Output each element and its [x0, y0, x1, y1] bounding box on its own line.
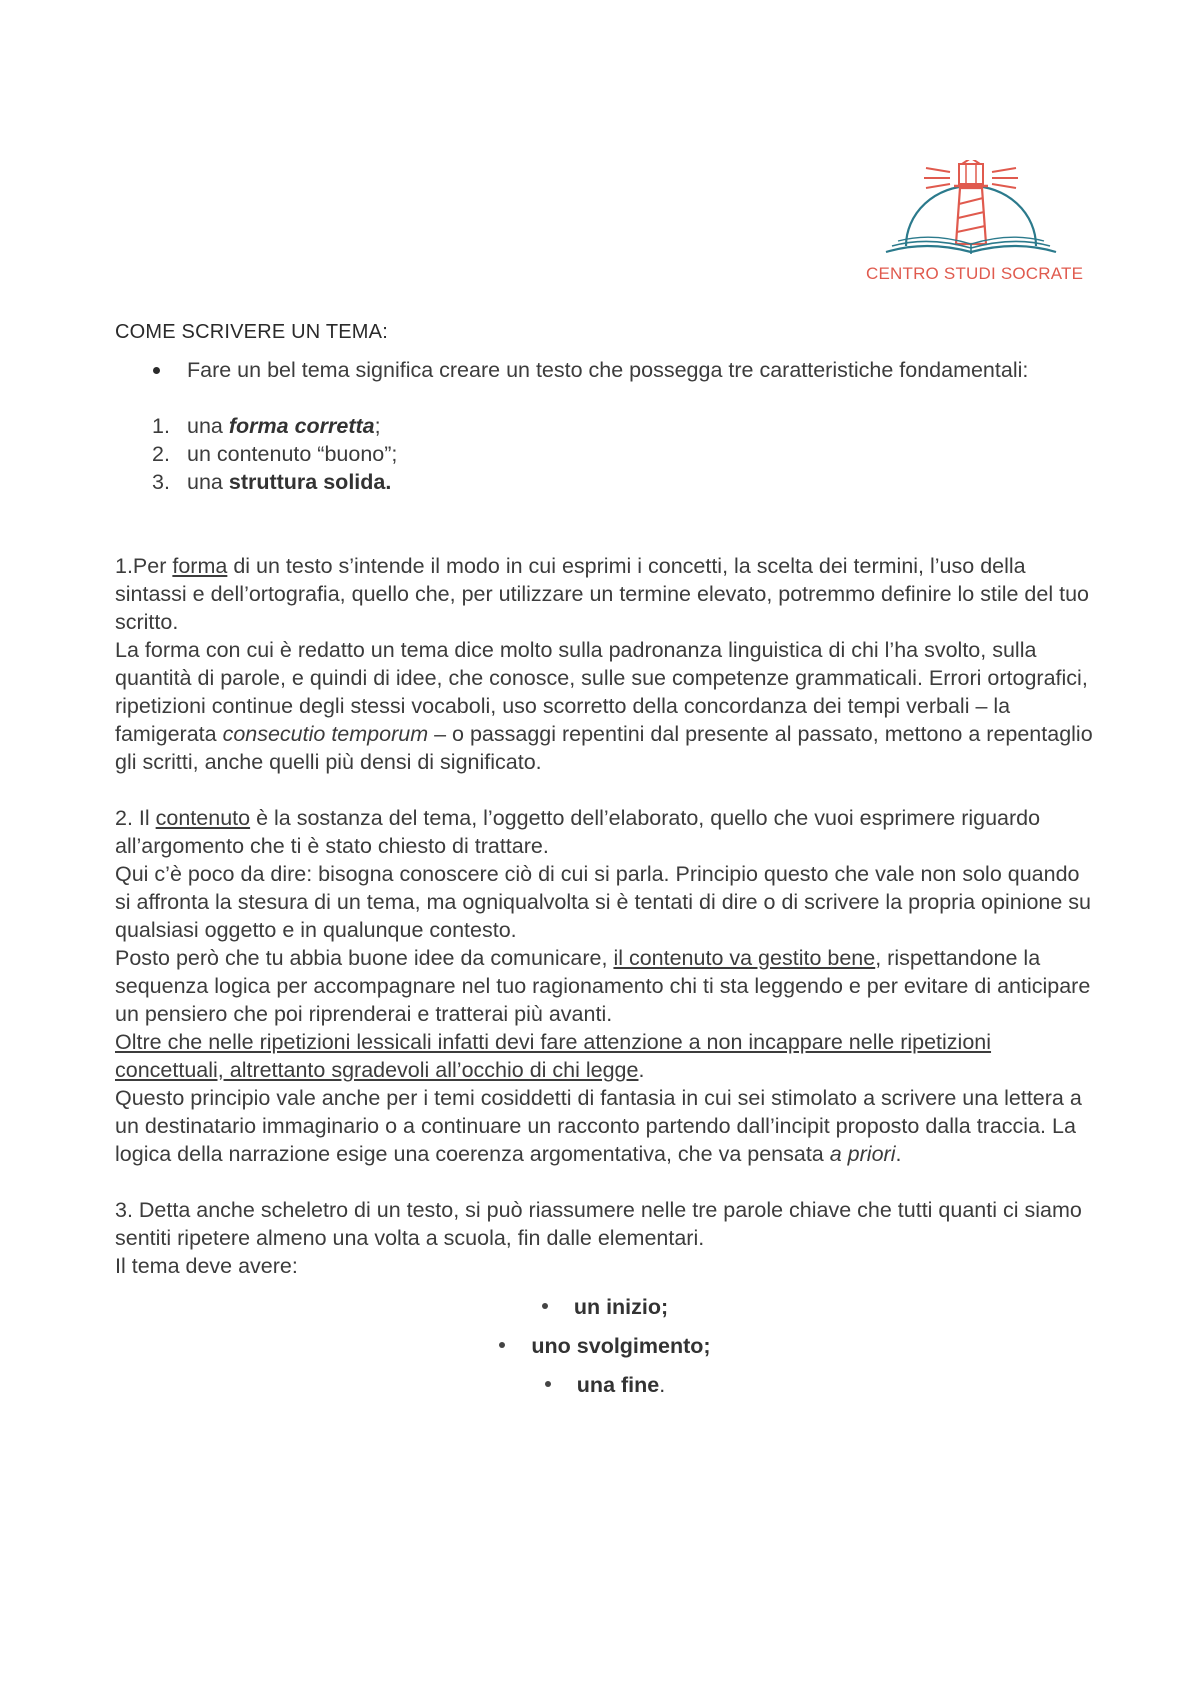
- text-span: 1.Per: [115, 554, 173, 578]
- section1-paragraph2: [115, 636, 1095, 776]
- section1-paragraph1: [115, 552, 1095, 636]
- structure-item: [115, 1288, 1095, 1327]
- underlined-phrase: Oltre che nelle ripetizioni lessicali infatti devi fare attenzione a non incappare nelle ripetizioni concettuali, altrettanto sgradevoli all’occhio di chi legge: [115, 1030, 992, 1082]
- spacer: [115, 1168, 1095, 1196]
- intro-bullet-item: [115, 356, 1095, 384]
- bullet-icon: [545, 1381, 551, 1387]
- list-item: [115, 412, 1095, 440]
- list-text-pre: una: [187, 414, 229, 438]
- document-title: COME SCRIVERE UN TEMA:: [115, 321, 388, 343]
- list-item: [115, 440, 1095, 468]
- structure-item-text: una fine: [576, 1373, 660, 1397]
- logo: [866, 160, 1084, 290]
- list-text: un contenuto “buono”;: [187, 442, 398, 466]
- section2-paragraph2: Qui c’è poco da dire: bisogna conoscere ciò di cui si parla. Principio questo che vale non solo quando si affronta la stesura di un tema, ma ogniqualvolta si è tentati di dire o di scrivere la propria opinione su qualsiasi oggetto e in qualunque contesto.: [115, 862, 1092, 942]
- spacer: [115, 496, 1095, 524]
- intro-bullet-list: [115, 356, 1095, 384]
- list-item: [115, 468, 1095, 496]
- characteristics-list: [115, 412, 1095, 496]
- text-span: Posto però che tu abbia buone idee da comunicare,: [115, 946, 614, 970]
- structure-item: [115, 1366, 1095, 1405]
- bullet-icon: [542, 1303, 548, 1309]
- text-span: .: [895, 1142, 902, 1166]
- text-span: – o passaggi repentini dal presente al passato, mettono a repentaglio gli scritti, anche quelli più densi di significato.: [115, 722, 1093, 774]
- text-span: di un testo s’intende il modo in cui esprimi i concetti, la scelta dei termini, l’uso della sintassi e dell’ortografia, quello che, per utilizzare un termine elevato, potremmo definire lo stile del tuo scritto.: [115, 554, 1089, 634]
- underlined-term: contenuto: [155, 806, 251, 830]
- section3-paragraph2: Il tema deve avere:: [115, 1254, 298, 1278]
- bullet-icon: [499, 1342, 505, 1348]
- structure-item-text: un inizio;: [573, 1295, 669, 1319]
- list-number: 2.: [152, 442, 170, 466]
- text-span: La forma con cui è redatto un tema dice molto sulla padronanza linguistica di chi l’ha svolto, sulla quantità di parole, e quindi di idee, che conosce, sulle sue competenze grammaticali. Errori ortografici, ripetizioni continue degli stessi vocaboli, uso scorretto della concordanza dei tempi verbali – la famigerata: [115, 638, 1088, 746]
- list-number: 3.: [152, 470, 170, 494]
- section2-paragraph1: [115, 804, 1095, 860]
- section2-paragraph4: [115, 1028, 1095, 1084]
- list-text-post: ;: [374, 414, 381, 438]
- text-span: è la sostanza del tema, l’oggetto dell’elaborato, quello che vuoi esprimere riguardo all’argomento che ti è stato chiesto di trattare.: [115, 806, 1041, 858]
- spacer: [115, 776, 1095, 804]
- intro-bullet-text: Fare un bel tema significa creare un testo che possegga tre caratteristiche fondamentali:: [187, 358, 1029, 382]
- list-text-bold: struttura solida.: [228, 470, 392, 494]
- list-text-pre: una: [187, 470, 229, 494]
- lighthouse-book-icon: [866, 160, 1076, 264]
- underlined-phrase: il contenuto va gestito bene: [613, 946, 876, 970]
- text-span: .: [638, 1058, 645, 1082]
- structure-item: [115, 1327, 1095, 1366]
- text-span: , rispettandone la sequenza logica per accompagnare nel tuo ragionamento chi ti sta leggendo e per evitare di anticipare un pensiero che poi riprenderai e tratterai più avanti.: [115, 946, 1091, 1026]
- section3-paragraph1: 3. Detta anche scheletro di un testo, si può riassumere nelle tre parole chiave che tutti quanti ci siamo sentiti ripetere almeno una volta a scuola, fin dalle elementari.: [115, 1198, 1082, 1250]
- section2-paragraph3: [115, 944, 1095, 1028]
- spacer: [115, 524, 1095, 552]
- list-number: 1.: [152, 414, 170, 438]
- document-body: [115, 318, 1095, 1405]
- structure-item-text: uno svolgimento;: [531, 1334, 711, 1358]
- underlined-term: forma: [172, 554, 228, 578]
- text-span: Questo principio vale anche per i temi cosiddetti di fantasia in cui sei stimolato a scrivere una lettera a un destinatario immaginario o a continuare un racconto partendo dall’incipit proposto dalla traccia. La logica della narrazione esige una coerenza argomentativa, che va pensata: [115, 1086, 1082, 1166]
- italic-term: a priori: [829, 1142, 896, 1166]
- italic-term: consecutio temporum: [222, 722, 429, 746]
- structure-list: [115, 1288, 1095, 1405]
- logo-text: CENTRO STUDI SOCRATE: [866, 264, 1084, 283]
- section2-paragraph5: [115, 1084, 1095, 1168]
- list-text-bold: forma corretta: [228, 414, 375, 438]
- text-span: 2. Il: [115, 806, 156, 830]
- structure-item-suffix: .: [659, 1373, 666, 1397]
- bullet-icon: [153, 367, 160, 374]
